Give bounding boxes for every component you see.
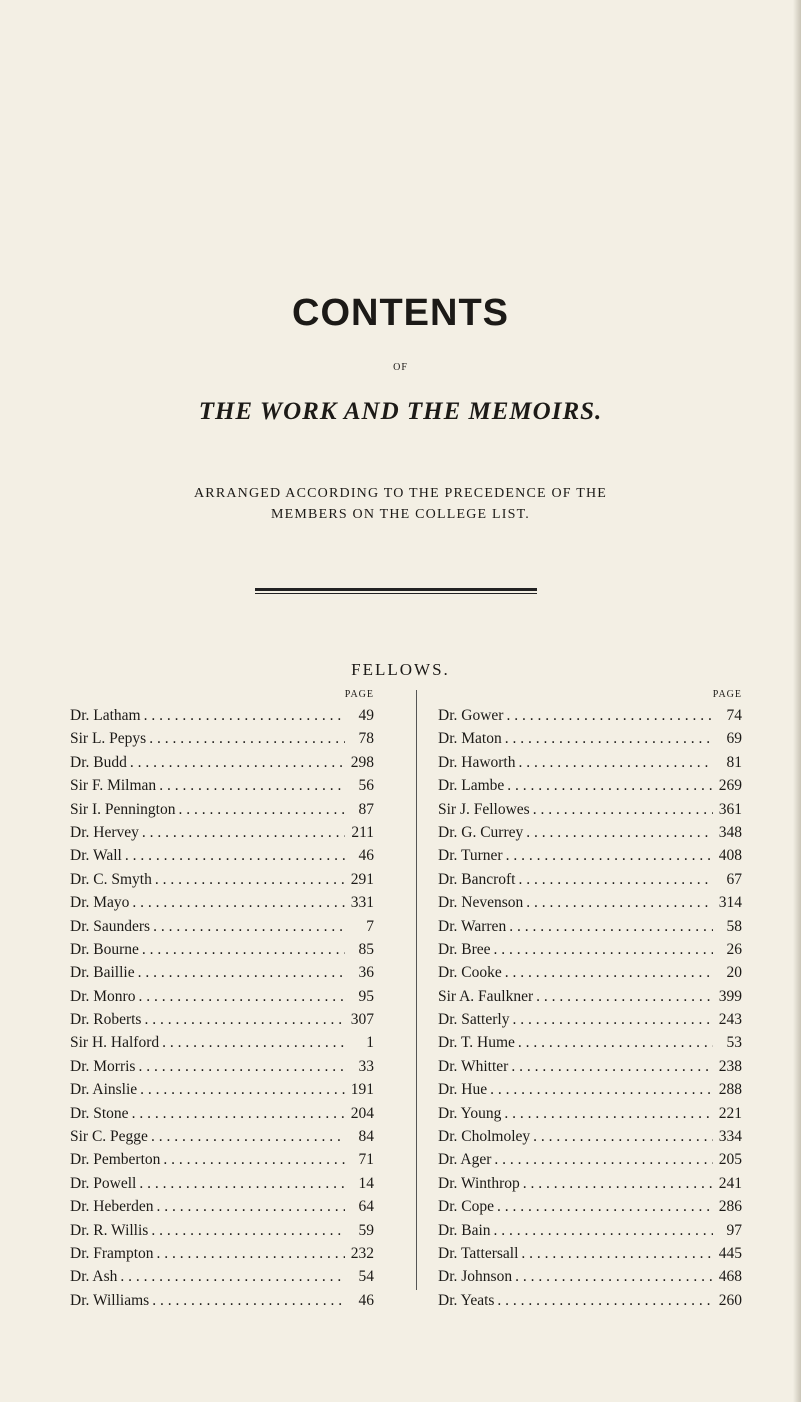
contents-entry: [70, 871, 374, 894]
page-title: CONTENTS: [292, 292, 509, 334]
contents-entry: [438, 707, 742, 730]
contents-entry: [70, 1198, 374, 1221]
entry-page-number: 69: [726, 730, 742, 748]
entry-name: Dr. Cope: [438, 1198, 494, 1216]
contents-entry: [70, 1128, 374, 1151]
entry-page-number: 331: [350, 894, 374, 912]
contents-entry: [70, 918, 374, 941]
contents-entry: [438, 777, 742, 800]
contents-entry: [438, 1011, 742, 1034]
dot-leader: [515, 1268, 713, 1286]
entry-name: Dr. Ager: [438, 1151, 492, 1169]
entry-page-number: 260: [718, 1291, 742, 1309]
left-column: [70, 682, 374, 1315]
entry-page-number: 81: [726, 753, 742, 771]
dot-leader: [151, 1128, 345, 1146]
dot-leader: [139, 1175, 345, 1193]
contents-entry: [70, 1222, 374, 1245]
dot-leader: [132, 894, 345, 912]
dot-leader: [533, 801, 713, 819]
entry-page-number: 67: [726, 870, 742, 888]
contents-entry: [70, 1034, 374, 1057]
dot-leader: [494, 941, 713, 959]
contents-entry: [438, 918, 742, 941]
entry-page-number: 269: [718, 777, 742, 795]
entry-name: Sir H. Halford: [70, 1034, 160, 1052]
dot-leader: [518, 871, 713, 889]
entry-page-number: 298: [350, 753, 374, 771]
entry-name: Dr. Stone: [70, 1104, 129, 1122]
contents-entry: [70, 1081, 374, 1104]
contents-entry: [438, 1151, 742, 1174]
entry-name: Dr. Ash: [70, 1268, 118, 1286]
entry-name: Dr. Wall: [70, 847, 122, 865]
contents-entry: [438, 1128, 742, 1151]
dot-leader: [506, 847, 713, 865]
dot-leader: [153, 918, 345, 936]
entry-page-number: 78: [358, 730, 374, 748]
entry-page-number: 221: [718, 1104, 742, 1122]
dot-leader: [523, 1175, 713, 1193]
dot-leader: [144, 1011, 345, 1029]
entry-page-number: 408: [718, 847, 742, 865]
entry-name: Dr. Tattersall: [438, 1244, 519, 1262]
dot-leader: [490, 1081, 713, 1099]
dot-leader: [149, 730, 345, 748]
contents-entry: [70, 894, 374, 917]
contents-entry: [70, 1292, 374, 1315]
entry-name: Dr. Bancroft: [438, 870, 516, 888]
entry-name: Dr. Heberden: [70, 1198, 154, 1216]
entry-page-number: 87: [358, 800, 374, 818]
entry-name: Dr. Turner: [438, 847, 503, 865]
entry-name: Dr. Maton: [438, 730, 502, 748]
entry-name: Dr. Mayo: [70, 894, 130, 912]
entry-page-number: 58: [726, 917, 742, 935]
contents-entry: [70, 1151, 374, 1174]
entry-page-number: 46: [358, 1291, 374, 1309]
entry-name: Dr. Pemberton: [70, 1151, 161, 1169]
dot-leader: [511, 1058, 713, 1076]
dot-leader: [494, 1222, 713, 1240]
entry-name: Dr. Powell: [70, 1174, 137, 1192]
contents-entry: [438, 824, 742, 847]
entry-name: Dr. Ainslie: [70, 1081, 138, 1099]
contents-entry: [70, 777, 374, 800]
entry-name: Dr. Yeats: [438, 1291, 495, 1309]
contents-entry: [70, 1011, 374, 1034]
entry-page-number: 334: [718, 1128, 742, 1146]
entry-name: Dr. R. Willis: [70, 1221, 149, 1239]
dot-leader: [521, 1245, 713, 1263]
contents-entry: [438, 754, 742, 777]
entry-page-number: 97: [726, 1221, 742, 1239]
entry-page-number: 286: [718, 1198, 742, 1216]
contents-entry: [438, 847, 742, 870]
dot-leader: [518, 1034, 713, 1052]
contents-entry: [438, 1105, 742, 1128]
dot-leader: [505, 730, 713, 748]
page-column-header: PAGE: [344, 689, 374, 700]
entry-name: Dr. Gower: [438, 707, 504, 724]
entry-name: Dr. Latham: [70, 707, 141, 724]
contents-entry: [438, 871, 742, 894]
contents-entry: [438, 941, 742, 964]
entry-name: Sir C. Pegge: [70, 1128, 148, 1146]
contents-entry: [438, 1034, 742, 1057]
entry-name: Dr. Nevenson: [438, 894, 524, 912]
contents-entry: [438, 1198, 742, 1221]
dot-leader: [506, 707, 713, 725]
contents-entry: [70, 1245, 374, 1268]
entry-name: Dr. Warren: [438, 917, 507, 935]
contents-entry: [438, 1058, 742, 1081]
dot-leader: [533, 1128, 713, 1146]
entry-name: Sir I. Pennington: [70, 800, 176, 818]
contents-entry: [70, 824, 374, 847]
entry-page-number: 85: [358, 940, 374, 958]
entry-page-number: 26: [726, 940, 742, 958]
right-entry-list: [438, 707, 742, 1315]
dot-leader: [155, 871, 345, 889]
entry-name: Dr. Satterly: [438, 1011, 510, 1029]
dot-leader: [120, 1268, 345, 1286]
right-column: [438, 682, 742, 1315]
entry-page-number: 243: [718, 1011, 742, 1029]
dot-leader: [152, 1292, 345, 1310]
entry-page-number: 211: [351, 823, 374, 841]
contents-entry: [438, 1268, 742, 1291]
arrangement-line-1: ARRANGED ACCORDING TO THE PRECEDENCE OF THE: [193, 486, 608, 501]
contents-entry: [438, 1175, 742, 1198]
dot-leader: [163, 1151, 345, 1169]
dot-leader: [140, 1081, 345, 1099]
contents-entry: [70, 988, 374, 1011]
entry-page-number: 348: [718, 823, 742, 841]
dot-leader: [507, 777, 713, 795]
entry-name: Dr. Roberts: [70, 1011, 142, 1029]
column-divider: [416, 690, 417, 1290]
entry-page-number: 204: [350, 1104, 374, 1122]
left-entry-list: [70, 707, 374, 1315]
contents-entry: [70, 1058, 374, 1081]
of-label: OF: [393, 362, 408, 373]
section-heading: FELLOWS.: [351, 660, 450, 679]
entry-page-number: 33: [358, 1057, 374, 1075]
contents-entry: [70, 847, 374, 870]
dot-leader: [497, 1198, 713, 1216]
contents-entry: [438, 894, 742, 917]
entry-name: Dr. Frampton: [70, 1244, 154, 1262]
entry-name: Sir F. Milman: [70, 777, 157, 795]
dot-leader: [497, 1292, 713, 1310]
entry-name: Dr. Monro: [70, 987, 136, 1005]
entry-page-number: 54: [358, 1268, 374, 1286]
arrangement-line-2: MEMBERS ON THE COLLEGE LIST.: [270, 507, 531, 522]
dot-leader: [142, 824, 345, 842]
entry-name: Dr. Bree: [438, 940, 491, 958]
dot-leader: [157, 1245, 345, 1263]
dot-leader: [162, 1034, 345, 1052]
contents-entry: [70, 801, 374, 824]
dot-leader: [138, 1058, 345, 1076]
entry-page-number: 84: [358, 1128, 374, 1146]
entry-name: Dr. Budd: [70, 753, 127, 771]
entry-page-number: 307: [350, 1011, 374, 1029]
entry-page-number: 59: [358, 1221, 374, 1239]
dot-leader: [151, 1222, 345, 1240]
entry-page-number: 7: [366, 917, 374, 935]
entry-name: Dr. T. Hume: [438, 1034, 515, 1052]
entry-page-number: 14: [358, 1174, 374, 1192]
dot-leader: [159, 777, 345, 795]
entry-page-number: 20: [726, 964, 742, 982]
entry-page-number: 468: [718, 1268, 742, 1286]
entry-page-number: 1: [366, 1034, 374, 1052]
entry-page-number: 288: [718, 1081, 742, 1099]
entry-name: Dr. G. Currey: [438, 823, 524, 841]
contents-entry: [70, 754, 374, 777]
dot-leader: [179, 801, 346, 819]
entry-page-number: 291: [350, 870, 374, 888]
entry-page-number: 46: [358, 847, 374, 865]
entry-name: Dr. Cholmoley: [438, 1128, 531, 1146]
entry-page-number: 49: [358, 707, 374, 724]
dot-leader: [142, 941, 345, 959]
entry-name: Dr. Winthrop: [438, 1174, 520, 1192]
entry-page-number: 95: [358, 987, 374, 1005]
entry-page-number: 399: [718, 987, 742, 1005]
contents-entry: [438, 1292, 742, 1315]
entry-name: Dr. Bain: [438, 1221, 491, 1239]
entry-page-number: 191: [350, 1081, 374, 1099]
page-edge-shadow: [793, 0, 801, 1402]
contents-entry: [438, 988, 742, 1011]
dot-leader: [138, 988, 345, 1006]
entry-page-number: 205: [718, 1151, 742, 1169]
contents-entry: [70, 941, 374, 964]
contents-entry: [70, 964, 374, 987]
entry-page-number: 64: [358, 1198, 374, 1216]
contents-entry: [438, 1245, 742, 1268]
contents-entry: [438, 964, 742, 987]
entry-page-number: 238: [718, 1057, 742, 1075]
entry-name: Dr. Lambe: [438, 777, 505, 795]
entry-name: Sir A. Faulkner: [438, 987, 534, 1005]
entry-page-number: 56: [358, 777, 374, 795]
entry-page-number: 241: [718, 1174, 742, 1192]
entry-name: Dr. Saunders: [70, 917, 151, 935]
dot-leader: [512, 1011, 713, 1029]
dot-leader: [144, 707, 345, 725]
contents-entry: [70, 1105, 374, 1128]
entry-name: Dr. Hervey: [70, 823, 139, 841]
entry-page-number: 361: [718, 800, 742, 818]
dot-leader: [132, 1105, 345, 1123]
entry-name: Dr. Baillie: [70, 964, 135, 982]
contents-entry: [70, 730, 374, 753]
entry-name: Dr. Morris: [70, 1057, 136, 1075]
contents-entry: [70, 1268, 374, 1291]
entry-page-number: 53: [726, 1034, 742, 1052]
entry-name: Dr. Haworth: [438, 753, 516, 771]
decorative-rule: [255, 588, 537, 594]
dot-leader: [138, 964, 345, 982]
entry-name: Dr. Bourne: [70, 940, 139, 958]
contents-entry: [438, 801, 742, 824]
dot-leader: [125, 847, 345, 865]
dot-leader: [526, 894, 713, 912]
entry-name: Sir J. Fellowes: [438, 800, 530, 818]
dot-leader: [526, 824, 713, 842]
page-column-header: PAGE: [712, 689, 742, 700]
dot-leader: [505, 964, 713, 982]
dot-leader: [536, 988, 713, 1006]
dot-leader: [509, 918, 713, 936]
entry-page-number: 232: [350, 1244, 374, 1262]
entry-page-number: 36: [358, 964, 374, 982]
entry-name: Dr. Cooke: [438, 964, 502, 982]
entry-page-number: 314: [718, 894, 742, 912]
contents-entry: [438, 730, 742, 753]
contents-entry: [70, 707, 374, 730]
entry-name: Dr. Williams: [70, 1291, 150, 1309]
dot-leader: [157, 1198, 346, 1216]
entry-name: Dr. Young: [438, 1104, 502, 1122]
entry-name: Sir L. Pepys: [70, 730, 147, 748]
entry-name: Dr. Johnson: [438, 1268, 513, 1286]
dot-leader: [519, 754, 714, 772]
entry-name: Dr. Whitter: [438, 1057, 509, 1075]
dot-leader: [494, 1151, 713, 1169]
entry-page-number: 445: [718, 1244, 742, 1262]
dot-leader: [130, 754, 345, 772]
entry-page-number: 74: [726, 707, 742, 724]
entry-name: Dr. Hue: [438, 1081, 488, 1099]
entry-name: Dr. C. Smyth: [70, 870, 152, 888]
arrangement-note: [0, 483, 801, 525]
entry-page-number: 71: [358, 1151, 374, 1169]
contents-entry: [438, 1081, 742, 1104]
contents-entry: [438, 1222, 742, 1245]
contents-entry: [70, 1175, 374, 1198]
work-title: THE WORK AND THE MEMOIRS.: [198, 398, 603, 425]
dot-leader: [504, 1105, 713, 1123]
